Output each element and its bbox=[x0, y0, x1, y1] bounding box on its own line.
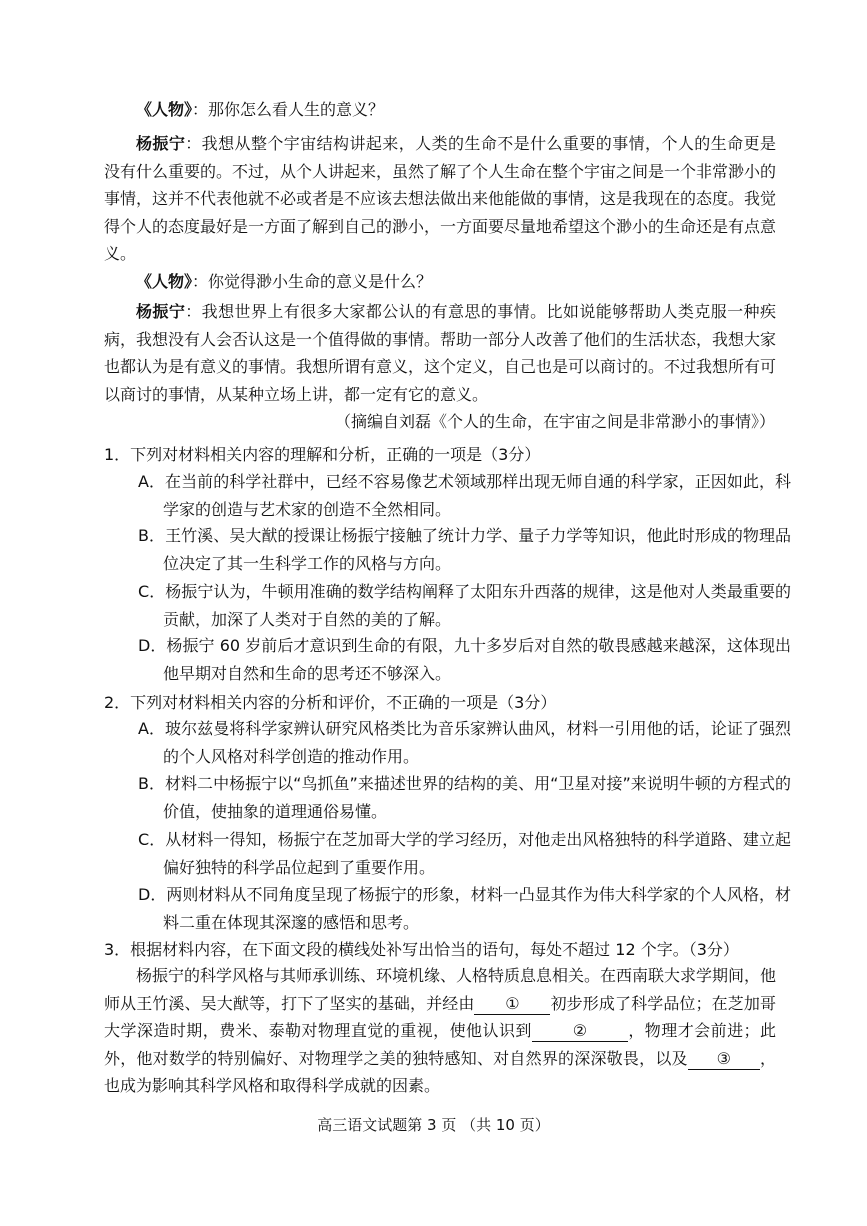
speaker-renwu: 《人物》 bbox=[136, 272, 193, 291]
question-3-passage: 杨振宁的科学风格与其师承训练、环境机缘、人格特质息息相关。在西南联大求学期间，他师从王竹溪、吴大猷等，打下了坚实的基础，并经由 ① 初步形成了科学品位；在芝加哥大学深造时期，费米、泰勒对物理直觉的重视，使他认识到 ② ，物理才会前进；此外，他对数学的特别偏好、对物理学之美的独特感知、对自然界的深深敬畏，以及 ③ ，也成为影响其科学风格和取得科学成就的因素。 bbox=[104, 966, 777, 1095]
question-3-stem: 3．根据材料内容，在下面文段的横线处补写出恰当的语句，每处不超过 12 个字。（3分） bbox=[104, 940, 739, 959]
question-1-option-a: A．在当前的科学社群中，已经不容易像艺术领域那样出现无师自通的科学家，正因如此，科学家的创造与艺术家的创造不全然相同。 bbox=[138, 472, 791, 519]
question-2-option-a: A．玻尔兹曼将科学家辨认研究风格类比为音乐家辨认曲风，材料一引用他的话，论证了强烈的个人风格对科学创造的推动作用。 bbox=[138, 719, 791, 766]
question-1-option-b: B．王竹溪、吴大猷的授课让杨振宁接触了统计力学、量子力学等知识，他此时形成的物理品位决定了其一生科学工作的风格与方向。 bbox=[138, 526, 791, 573]
question-1-option-c: C．杨振宁认为，牛顿用准确的数学结构阐释了太阳东升西落的规律，这是他对人类最重要的贡献，加深了人类对于自然的美的了解。 bbox=[138, 582, 791, 629]
dialogue-question-2: 《人物》：你觉得渺小生命的意义是什么？ bbox=[136, 272, 433, 291]
question-2-option-c: C．从材料一得知，杨振宁在芝加哥大学的学习经历，对他走出风格独特的科学道路、建立起偏好独特的科学品位起到了重要作用。 bbox=[138, 830, 791, 877]
question-2-option-b: B．材料二中杨振宁以“鸟抓鱼”来描述世界的结构的美、用“卫星对接”来说明牛顿的方程式的价值，使抽象的道理通俗易懂。 bbox=[138, 774, 791, 821]
source-citation: （摘编自刘磊《个人的生命，在宇宙之间是非常渺小的事情》） bbox=[334, 412, 775, 431]
dialogue-answer-2: 杨振宁：我想世界上有很多大家都公认的有意思的事情。比如说能够帮助人类克服一种疾病，我想没有人会否认这是一个值得做的事情。帮助一部分人改善了他们的生活状态，我想大家也都认为是有意义的事情。我想所谓有意义，这个定义，自己也是可以商讨的。不过我想所有可以商讨的事情，从某种立场上讲，都一定有它的意义。 bbox=[104, 302, 777, 404]
speaker-yang: 杨振宁 bbox=[136, 134, 186, 153]
dialogue-answer-1: 杨振宁：我想从整个宇宙结构讲起来，人类的生命不是什么重要的事情，个人的生命更是没有什么重要的。不过，从个人讲起来，虽然了解了个人生命在整个宇宙之间是一个非常渺小的事情，这并不代表他就不必或者是不应该去想法做出来他能做的事情，这是我现在的态度。我觉得个人的态度最好是一方面了解到自己的渺小，一方面要尽量地希望这个渺小的生命还是有点意义。 bbox=[104, 134, 777, 263]
question-1-option-d: D．杨振宁 60 岁前后才意识到生命的有限，九十多岁后对自然的敬畏感越来越深，这体现出他早期对自然和生命的思考还不够深入。 bbox=[138, 636, 791, 683]
page-footer: 高三语文试题第 3 页 （共 10 页） bbox=[317, 1116, 550, 1134]
speaker-renwu: 《人物》 bbox=[136, 100, 193, 119]
answer-blank-1[interactable]: ① bbox=[474, 994, 550, 1015]
answer-blank-2[interactable]: ② bbox=[532, 1021, 628, 1042]
dialogue-question-1: 《人物》：那你怎么看人生的意义？ bbox=[136, 100, 385, 119]
question-1-stem: 1．下列对材料相关内容的理解和分析，正确的一项是（3分） bbox=[104, 445, 541, 464]
speaker-yang: 杨振宁 bbox=[136, 302, 186, 321]
question-2-option-d: D．两则材料从不同角度呈现了杨振宁的形象，材料一凸显其作为伟大科学家的个人风格，材料二重在体现其深邃的感悟和思考。 bbox=[138, 885, 791, 932]
question-2-stem: 2．下列对材料相关内容的分析和评价，不正确的一项是（3分） bbox=[104, 693, 557, 712]
answer-blank-3[interactable]: ③ bbox=[688, 1049, 760, 1070]
